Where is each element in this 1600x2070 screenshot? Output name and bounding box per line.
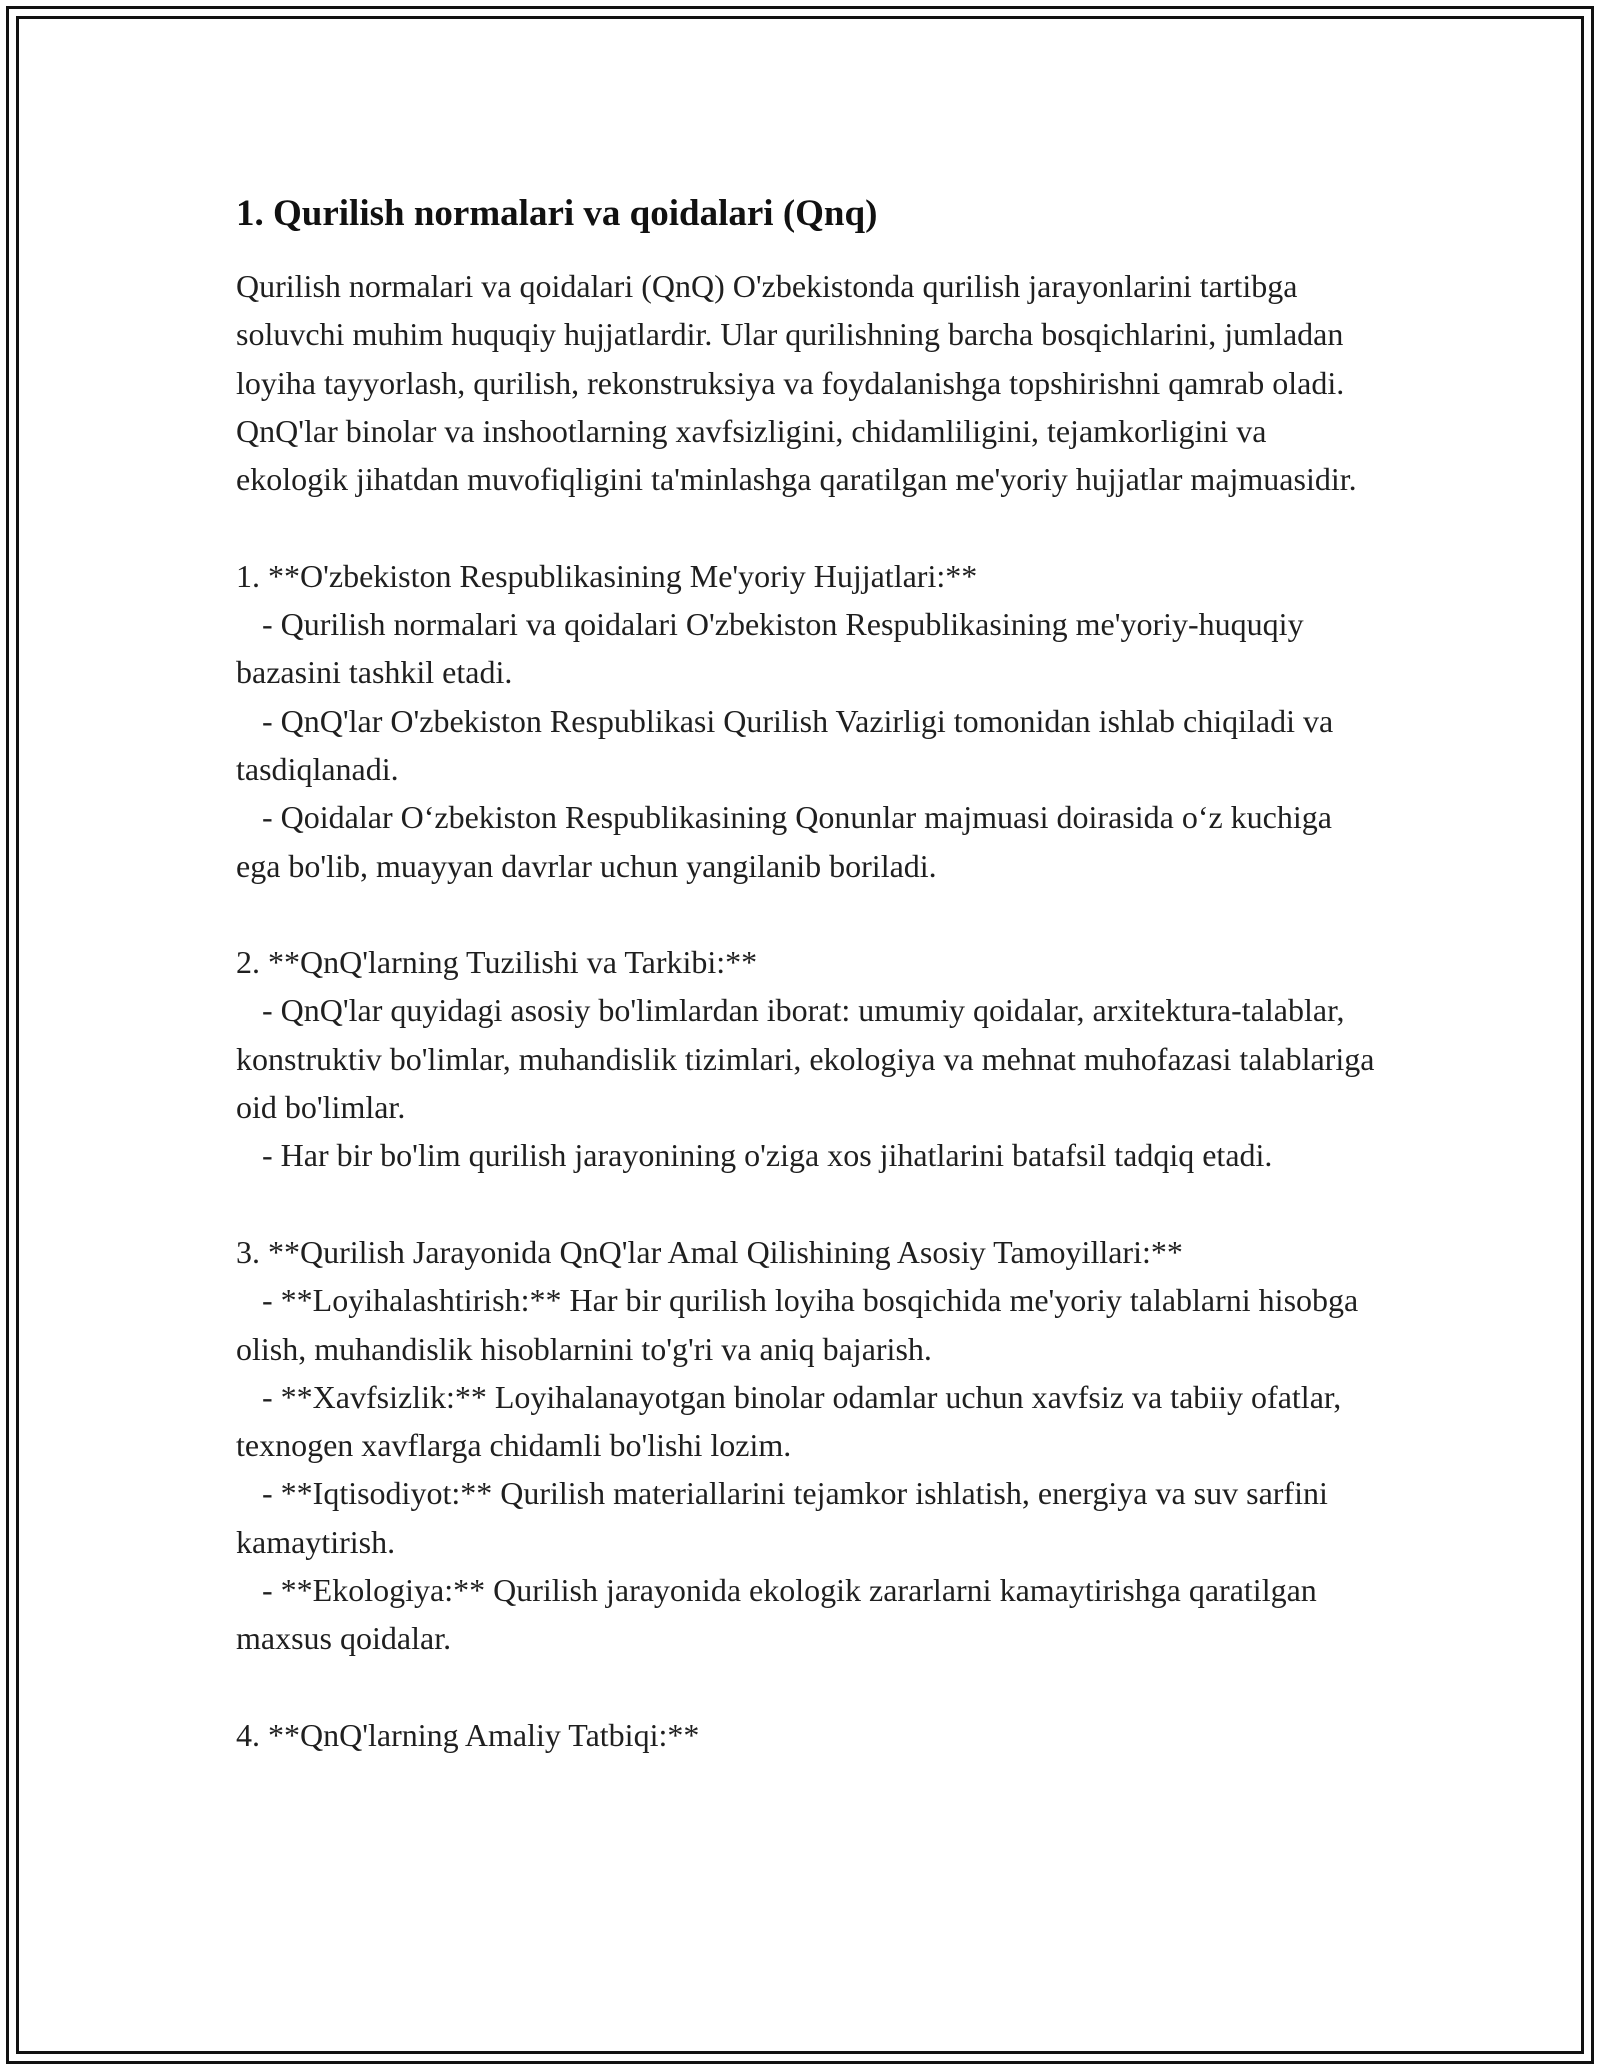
list-item: - **Iqtisodiyot:** Qurilish materiallarini tejamkor ishlatish, energiya va suv sarfini kamaytirish. <box>236 1475 1328 1560</box>
list-item: - Har bir bo'lim qurilish jarayonining o'ziga xos jihatlarini batafsil tadqiq etadi. <box>262 1137 1273 1174</box>
section-4 <box>236 1711 1376 1759</box>
list-item: - **Ekologiya:** Qurilish jarayonida ekologik zararlarni kamaytirishga qaratilgan maxsus qoidalar. <box>236 1572 1317 1657</box>
document-text <box>236 262 1376 1759</box>
section-title: 1. **O'zbekiston Respublikasining Me'yoriy Hujjatlari:** <box>236 557 978 594</box>
list-item: - **Loyihalashtirish:** Har bir qurilish loyiha bosqichida me'yoriy talablarni hisobga olish, muhandislik hisoblarnini to'g'ri va aniq bajarish. <box>236 1282 1359 1367</box>
section-title: 3. **Qurilish Jarayonida QnQ'lar Amal Qilishining Asosiy Tamoyillari:** <box>236 1233 1183 1270</box>
section-title: 4. **QnQ'larning Amaliy Tatbiqi:** <box>236 1716 700 1753</box>
page-title: 1. Qurilish normalari va qoidalari (Qnq) <box>236 193 878 234</box>
section-3 <box>236 1228 1376 1663</box>
document-body <box>236 188 1376 1759</box>
intro-paragraph: Qurilish normalari va qoidalari (QnQ) O'zbekistonda qurilish jarayonlarini tartibga soluvchi muhim huquqiy hujjatlardir. Ular qurilishning barcha bosqichlarini, jumladan loyiha tayyorlash, qurilish, rekonstruksiya va foydalanishga topshirishni qamrab oladi. QnQ'lar binolar va inshootlarning xavfsizligini, chidamliligini, tejamkorligini va ekologik jihatdan muvofiqligini ta'minlashga qaratilgan me'yoriy hujjatlar majmuasidir. <box>236 268 1357 498</box>
list-item: - Qoidalar O‘zbekiston Respublikasining Qonunlar majmuasi doirasida o‘z kuchiga ega bo'lib, muayyan davrlar uchun yangilanib boriladi. <box>236 799 1332 884</box>
list-item: - **Xavfsizlik:** Loyihalanayotgan binolar odamlar uchun xavfsiz va tabiiy ofatlar, texnogen xavflarga chidamli bo'lishi lozim. <box>236 1378 1342 1464</box>
list-item: - QnQ'lar quyidagi asosiy bo'limlardan iborat: umumiy qoidalar, arxitektura-talablar, konstruktiv bo'limlar, muhandislik tizimlari, ekologiya va mehnat muhofazasi talablariga oid bo'limlar. <box>236 992 1375 1126</box>
list-item: - QnQ'lar O'zbekiston Respublikasi Qurilish Vazirligi tomonidan ishlab chiqiladi va tasdiqlanadi. <box>236 702 1334 787</box>
section-1 <box>236 552 1376 890</box>
list-item: - Qurilish normalari va qoidalari O'zbekiston Respublikasining me'yoriy-huquqiy bazasini tashkil etadi. <box>236 606 1304 691</box>
section-title: 2. **QnQ'larning Tuzilishi va Tarkibi:** <box>236 944 758 981</box>
section-2 <box>236 938 1376 1179</box>
